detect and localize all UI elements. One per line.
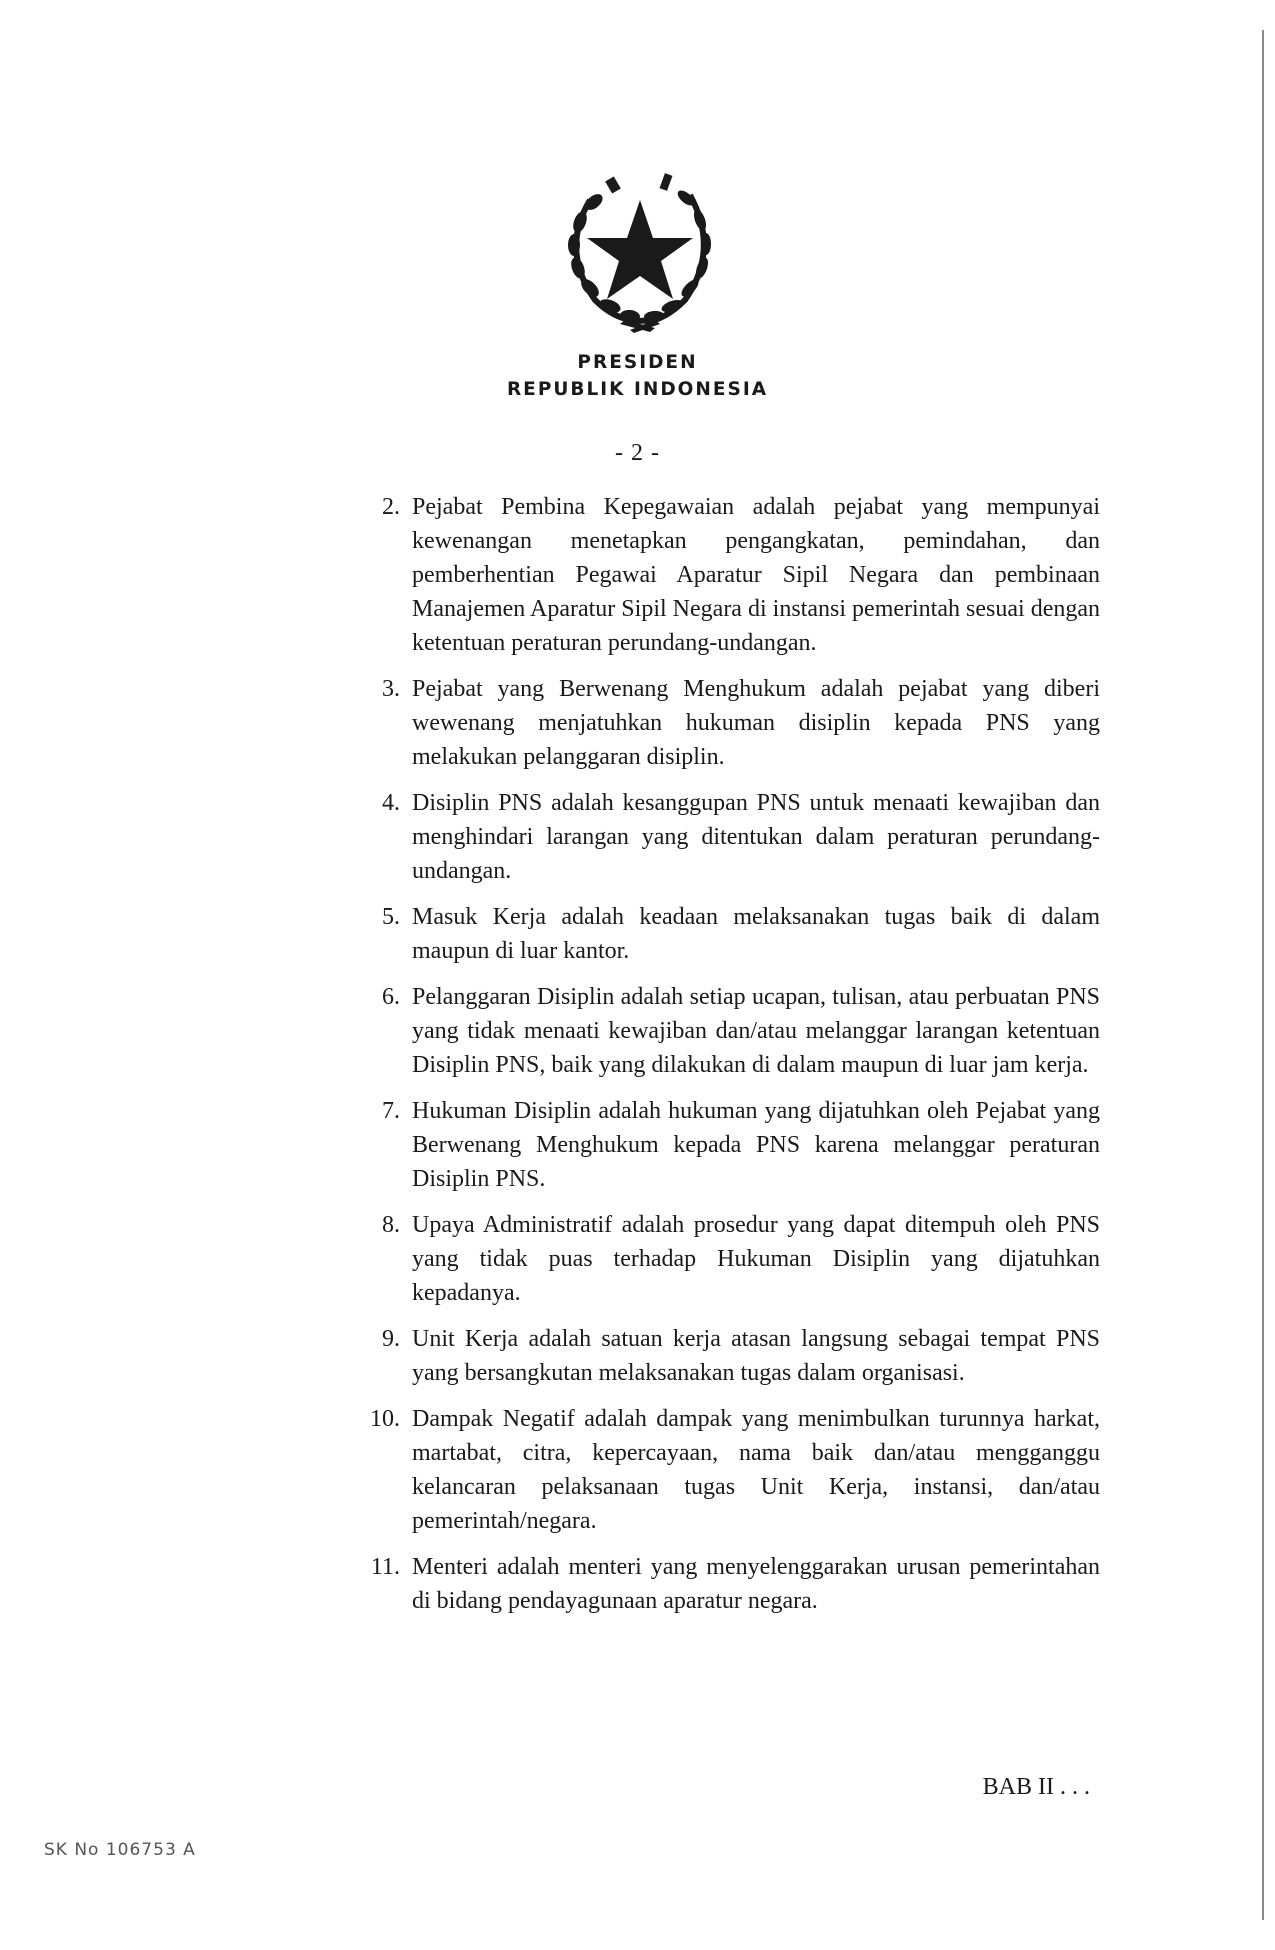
definition-list	[340, 490, 1100, 1630]
definition-item	[340, 490, 1100, 660]
definition-item	[340, 1322, 1100, 1390]
definition-text: Disiplin PNS adalah kesanggupan PNS untuk menaati kewajiban dan menghindari larangan yang ditentukan dalam peraturan perundang-undangan.	[412, 790, 1100, 884]
header-republik-indonesia: REPUBLIK INDONESIA	[506, 379, 769, 400]
definition-text: Masuk Kerja adalah keadaan melaksanakan tugas baik di dalam maupun di luar kantor.	[412, 904, 1100, 964]
definition-item	[340, 1402, 1100, 1538]
definition-text: Menteri adalah menteri yang menyelenggarakan urusan pemerintahan di bidang pendayagunaan aparatur negara.	[412, 1554, 1100, 1614]
definition-number: 3.	[382, 676, 400, 702]
definition-text: Pejabat yang Berwenang Menghukum adalah pejabat yang diberi wewenang menjatuhkan hukuman disiplin kepada PNS yang melakukan pelanggaran disiplin.	[412, 676, 1100, 770]
definition-item	[340, 1208, 1100, 1310]
definition-item	[340, 900, 1100, 968]
definition-number: 10.	[370, 1406, 400, 1432]
definition-number: 6.	[382, 984, 400, 1010]
definition-item	[340, 786, 1100, 888]
definition-text: Upaya Administratif adalah prosedur yang dapat ditempuh oleh PNS yang tidak puas terhadap Hukuman Disiplin yang dijatuhkan kepadanya.	[412, 1212, 1100, 1306]
definition-text: Pejabat Pembina Kepegawaian adalah pejabat yang mempunyai kewenangan menetapkan pengangkatan, pemindahan, dan pemberhentian Pegawai Aparatur Sipil Negara dan pembinaan Manajemen Aparatur Sipil Negara di instansi pemerintah sesuai dengan ketentuan peraturan perundang-undangan.	[412, 494, 1100, 656]
continuation-marker: BAB II . . .	[982, 1774, 1090, 1800]
definition-text: Unit Kerja adalah satuan kerja atasan langsung sebagai tempat PNS yang bersangkutan melaksanakan tugas dalam organisasi.	[412, 1326, 1100, 1386]
definition-number: 8.	[382, 1212, 400, 1238]
scan-edge-line	[1262, 30, 1264, 1920]
page-number: - 2 -	[615, 440, 660, 466]
header-presiden: PRESIDEN	[577, 352, 698, 373]
definition-number: 4.	[382, 790, 400, 816]
definition-text: Hukuman Disiplin adalah hukuman yang dijatuhkan oleh Pejabat yang Berwenang Menghukum kepada PNS karena melanggar peraturan Disiplin PNS.	[412, 1098, 1100, 1192]
definition-item	[340, 672, 1100, 774]
footer-document-code: SK No 106753 A	[44, 1840, 196, 1860]
definition-text: Pelanggaran Disiplin adalah setiap ucapan, tulisan, atau perbuatan PNS yang tidak menaati kewajiban dan/atau melanggar larangan ketentuan Disiplin PNS, baik yang dilakukan di dalam maupun di luar jam kerja.	[412, 984, 1100, 1078]
definition-item	[340, 980, 1100, 1082]
definition-item	[340, 1550, 1100, 1618]
definition-number: 5.	[382, 904, 400, 930]
definition-text: Dampak Negatif adalah dampak yang menimbulkan turunnya harkat, martabat, citra, kepercayaan, nama baik dan/atau mengganggu kelancaran pelaksanaan tugas Unit Kerja, instansi, dan/atau pemerintah/negara.	[412, 1406, 1100, 1534]
definition-item	[340, 1094, 1100, 1196]
definition-number: 2.	[382, 494, 400, 520]
definition-number: 7.	[382, 1098, 400, 1124]
definition-number: 9.	[382, 1326, 400, 1352]
definition-number: 11.	[370, 1554, 400, 1580]
star-wreath-emblem-icon	[550, 160, 730, 335]
